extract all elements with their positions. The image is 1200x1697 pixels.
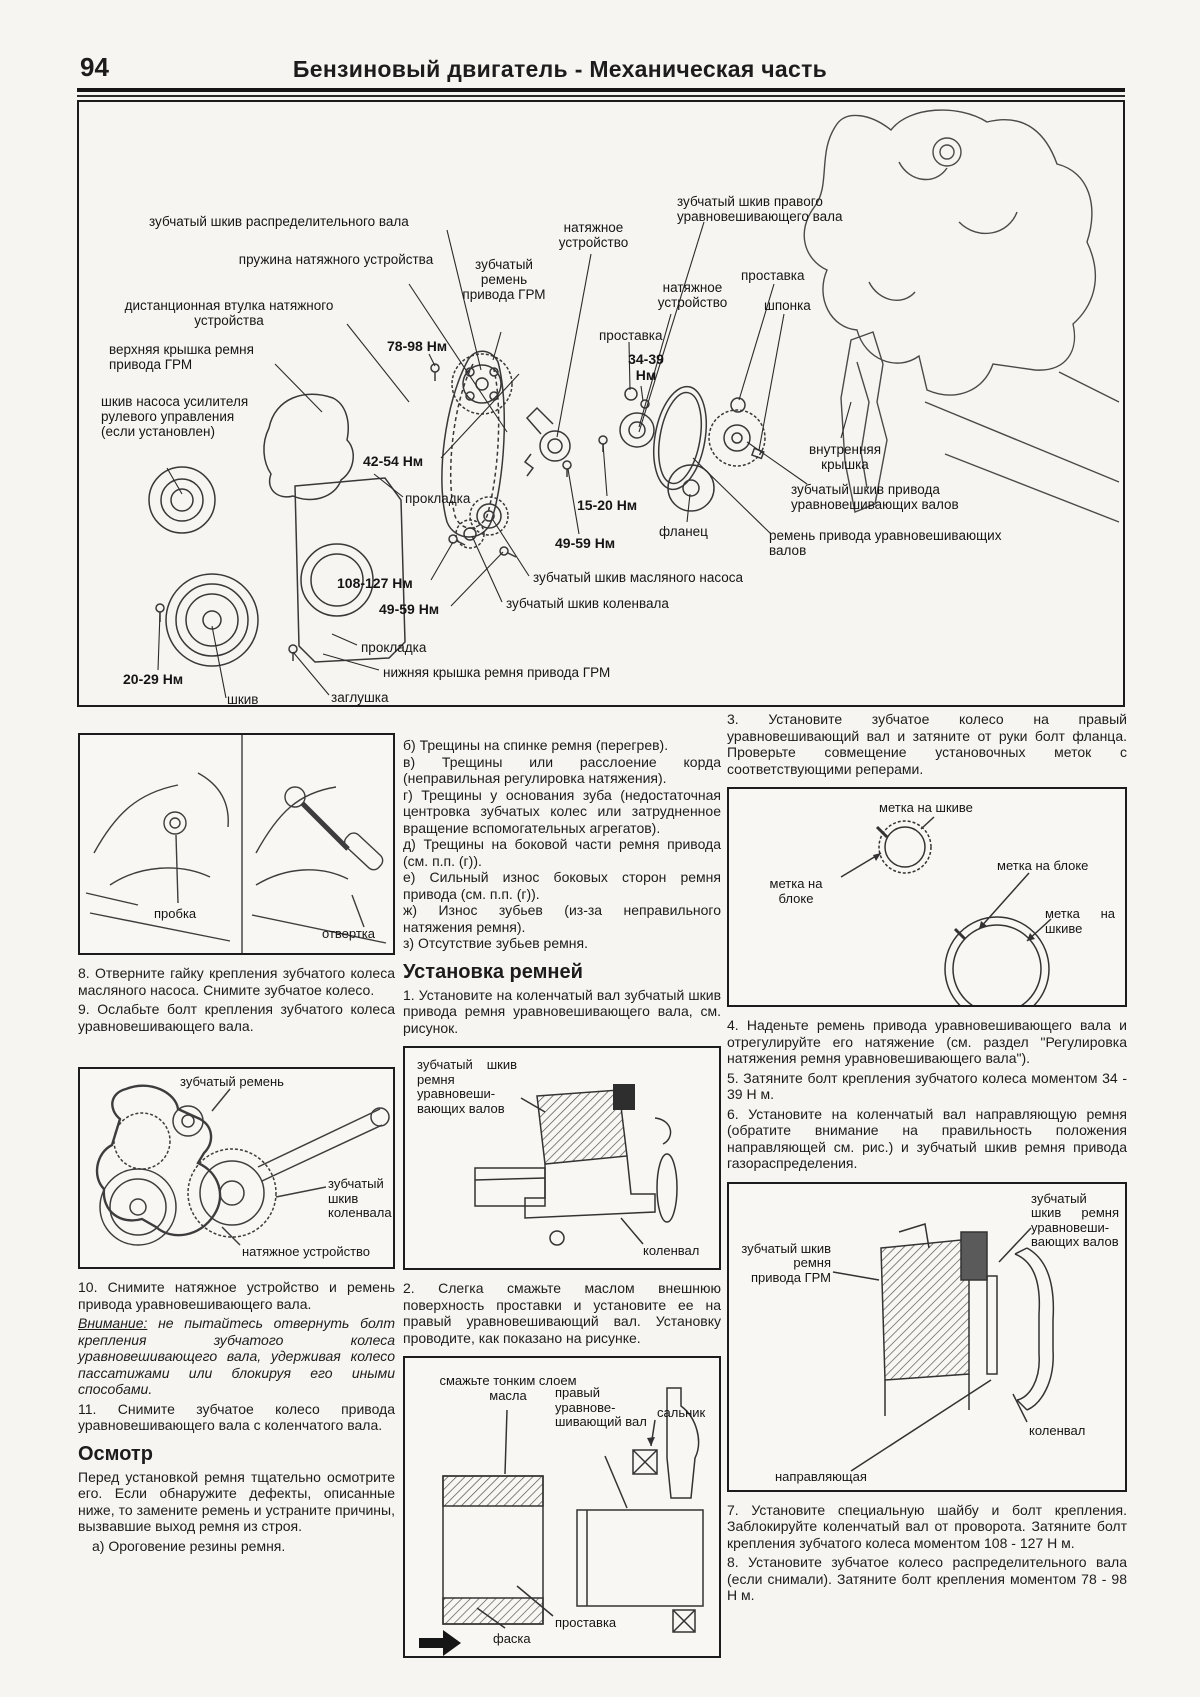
column-middle <box>403 705 721 1668</box>
diagram-oil-pump-plug-art <box>80 735 393 953</box>
label-torque-108-127: 108-127 Нм <box>337 575 413 591</box>
diagram-guide-install <box>727 1182 1127 1492</box>
label-balance-belt-sprocket-sm: зубчатый шкив ремня уравновеши- вающих валов <box>1031 1190 1119 1250</box>
diagram-balance-sprocket-install <box>403 1046 721 1270</box>
step-1-text: 1. Установите на коленчатый вал зубчатый шкив привода ремня уравновешивающего вала, см. рисунок. <box>403 986 721 1036</box>
inspection-paragraph: Перед установкой ремня тщательно осмотрите его. Если обнаружите дефекты, описанные ниже, то замените ремень и устраните причины, вызвавшие выход ремня из строя. <box>78 1468 395 1534</box>
direction-arrow <box>419 1630 461 1656</box>
label-torque-78-98: 78-98 Нм <box>387 338 448 354</box>
label-oil-seal: сальник <box>657 1405 706 1420</box>
step-3-text: 3. Установите зубчатое колесо на правый уравновешивающий вал и затяните от руки болт фланца. Проверьте совмещение установочных меток с соответствующими реперами. <box>727 711 1127 777</box>
label-right-balance-shaft: правый уравнове- шивающий вал <box>555 1385 647 1430</box>
step-4-text: 4. Наденьте ремень привода уравновешивающего вала и отрегулируйте его натяжение (см. раздел "Регулировка натяжения ремня уравновешивающего вала"). <box>727 1017 1127 1066</box>
step-9-text: 9. Ослабьте болт крепления зубчатого колеса уравновешивающего вала. <box>78 1001 395 1034</box>
label-balance-drive-sprocket: зубчатый шкив привода уравновешивающих валов <box>791 482 959 513</box>
label-torque-15-20: 15-20 Нм <box>577 497 638 513</box>
step-8-text: 8. Отверните гайку крепления зубчатого колеса масляного насоса. Снимите зубчатое колесо. <box>78 965 395 998</box>
warning-note <box>78 1315 395 1398</box>
label-tensioner-1: натяжное устройство <box>558 220 629 251</box>
label-upper-cover: верхняя крышка ремня привода ГРМ <box>109 342 254 373</box>
warning-label: Внимание: <box>78 1315 148 1331</box>
label-mark-on-block-right: метка на блоке <box>997 858 1089 873</box>
label-tensioner-small: натяжное устройство <box>242 1244 371 1259</box>
diagram-alignment-marks <box>727 787 1127 1007</box>
label-inner-cover: внутренняя крышка <box>808 442 882 473</box>
header-rule-thick <box>77 88 1125 92</box>
label-crank-sprocket: зубчатый шкив коленвала <box>506 596 669 611</box>
label-screwdriver: отвертка <box>322 926 375 941</box>
shaft-section <box>577 1510 703 1606</box>
label-camshaft-sprocket: зубчатый шкив распределительного вала <box>149 214 409 229</box>
label-key: шпонка <box>764 298 811 313</box>
diagram-balance-belt-art <box>80 1069 393 1267</box>
column-right <box>727 705 1127 1607</box>
tensioner-2 <box>620 413 654 447</box>
label-guide: направляющая <box>775 1468 867 1484</box>
defect-item-a: а) Ороговение резины ремня. <box>92 1537 286 1554</box>
balance-belt <box>646 382 713 493</box>
label-pulley: шкив <box>227 692 259 707</box>
plug-bolt <box>164 812 186 834</box>
label-torque-42-54: 42-54 Нм <box>363 453 424 469</box>
install-heading: Установка ремней <box>403 960 583 983</box>
label-spacer-1: проставка <box>741 268 805 283</box>
step-8b-text: 8. Установите зубчатое колесо распределительного вала (если снимали). Затяните болт крепления моментом 78 - 98 Н м. <box>727 1554 1127 1603</box>
crankshaft-pulley <box>166 574 258 666</box>
label-mark-on-pulley-top: метка на шкиве <box>879 800 973 815</box>
label-plug: заглушка <box>331 690 389 705</box>
defect-item-z: з) Отсутствие зубьев ремня. <box>403 935 588 951</box>
timing-belt <box>442 351 504 537</box>
label-timing-belt-small: зубчатый ремень <box>180 1074 284 1089</box>
dark-spacer-piece <box>961 1232 987 1280</box>
step-6-text: 6. Установите на коленчатый вал направляющую ремня (обратите внимание на правильность положения направляющей см. рис.) и зубчатый шкив ремня привода газораспределения. <box>727 1105 1127 1171</box>
label-torque-20-29: 20-29 Нм <box>123 671 184 687</box>
label-tensioner-spring: пружина натяжного устройства <box>238 252 434 267</box>
page-number: 94 <box>80 52 109 82</box>
defect-item-e: е) Сильный износ боковых сторон ремня привода (см. п.п. (г)). <box>403 869 721 902</box>
crank-sprocket-art <box>188 1149 276 1237</box>
upper-timing-cover <box>264 394 353 499</box>
label-crankshaft-sm: коленвал <box>643 1243 700 1258</box>
screwdriver-handle <box>342 830 386 872</box>
label-drain-plug: пробка <box>154 906 197 921</box>
label-mark-on-block-left: метка на блоке <box>769 876 823 906</box>
label-crankshaft-sm2: коленвал <box>1029 1422 1086 1438</box>
label-chamfer: фаска <box>493 1631 531 1646</box>
defect-item-b: б) Трещины на спинке ремня (перегрев). <box>403 737 669 753</box>
label-spacer-2: проставка <box>599 328 663 343</box>
pulley-flange-right <box>1027 1248 1053 1410</box>
label-apply-oil: смажьте тонким слоем масла <box>439 1373 577 1403</box>
label-balance-sprocket-sm: зубчатый шкив ремня уравновеши- вающих валов <box>417 1057 517 1116</box>
tensioner-1 <box>540 431 570 461</box>
label-tensioner-2: натяжное устройство <box>657 280 728 311</box>
diagram-spacer-install <box>403 1356 721 1658</box>
label-torque-34-39: 34-39 Нм <box>628 351 664 383</box>
label-gasket-1: прокладка <box>405 491 471 506</box>
label-ps-pump-pulley: шкив насоса усилителя рулевого управления (если установлен) <box>101 394 249 440</box>
balance-shaft-sprocket <box>709 410 765 466</box>
label-flange: фланец <box>659 524 708 539</box>
defect-item-g: г) Трещины у основания зуба (недостаточная центровка зубчатых колес или затрудненное вращение вспомогательных агрегатов). <box>403 786 721 836</box>
label-torque-49-59-a: 49-59 Нм <box>555 535 616 551</box>
power-steering-pulley <box>149 467 215 533</box>
sprocket-with-mark <box>879 821 931 873</box>
label-spacer-bush: дистанционная втулка натяжного устройства <box>124 298 334 329</box>
lower-timing-cover <box>295 478 405 662</box>
key-piece <box>613 1084 635 1110</box>
defect-item-zh: ж) Износ зубьев (из-за неправильного натяжения ремня). <box>403 902 721 935</box>
guide-washer <box>987 1276 997 1374</box>
step-11-text: 11. Снимите зубчатое колесо привода уравновешивающего вала с коленчатого вала. <box>78 1400 395 1433</box>
label-mark-on-pulley-right: метка на шкиве <box>1045 906 1115 936</box>
exploded-view-diagram <box>77 100 1125 707</box>
step-10-text: 10. Снимите натяжное устройство и ремень привода уравновешивающего вала. <box>78 1279 395 1312</box>
label-timing-sprocket-sm: зубчатый шкив ремня привода ГРМ <box>741 1240 831 1285</box>
crank-hub-section <box>881 1240 969 1380</box>
label-crank-sprocket-small: зубчатый шкив коленвала <box>328 1176 392 1221</box>
screwdriver-shaft <box>302 803 348 849</box>
page-title: Бензиновый двигатель - Механическая часть <box>292 56 828 82</box>
step-2-text: 2. Слегка смажьте маслом внешнюю поверхность проставки и установите ее на правый уравновешивающий вал. Установку проводите, как показано на рисунке. <box>403 1280 721 1346</box>
pulley-flange-left <box>1015 1254 1039 1400</box>
warning-text: не пытайтесь отвернуть болт крепления зубчатого колеса уравновешивающего вала, удерживая колесо пассатижами или блокируя его иными способами. <box>78 1315 395 1397</box>
step-5-text: 5. Затяните болт крепления зубчатого колеса моментом 34 - 39 Н м. <box>727 1069 1127 1102</box>
diagram-oil-pump-plug <box>78 733 395 955</box>
label-gasket-2: прокладка <box>361 640 427 655</box>
label-torque-49-59-b: 49-59 Нм <box>379 601 440 617</box>
inspection-heading: Осмотр <box>78 1442 153 1465</box>
tensioner-spring <box>525 454 533 476</box>
label-oil-pump-sprocket: зубчатый шкив масляного насоса <box>533 570 744 585</box>
diagram-balance-belt-removal <box>78 1067 395 1269</box>
crank-nose <box>475 1168 545 1206</box>
defect-item-v: в) Трещины или расслоение корда (неправильная регулировка натяжения). <box>403 753 721 786</box>
pulley-with-mark <box>945 917 1049 1005</box>
label-balance-belt: ремень привода уравновешивающих валов <box>769 528 1002 559</box>
label-timing-belt: зубчатый ремень привода ГРМ <box>462 257 546 303</box>
column-left <box>78 733 395 1557</box>
defect-item-d: д) Трещины на боковой части ремня привода (см. п.п. (г)). <box>403 836 721 869</box>
belt-art <box>97 1086 220 1236</box>
label-spacer-sm: проставка <box>555 1615 617 1630</box>
step-7-text: 7. Установите специальную шайбу и болт крепления. Заблокируйте коленчатый вал от проворота. Затяните болт крепления зубчатого колеса моментом 108 - 127 Н м. <box>727 1501 1127 1551</box>
header-rule-thin <box>77 95 1125 97</box>
label-lower-cover: нижняя крышка ремня привода ГРМ <box>383 665 611 680</box>
label-right-balance-sprocket: зубчатый шкив правого уравновешивающего вала <box>677 194 843 225</box>
